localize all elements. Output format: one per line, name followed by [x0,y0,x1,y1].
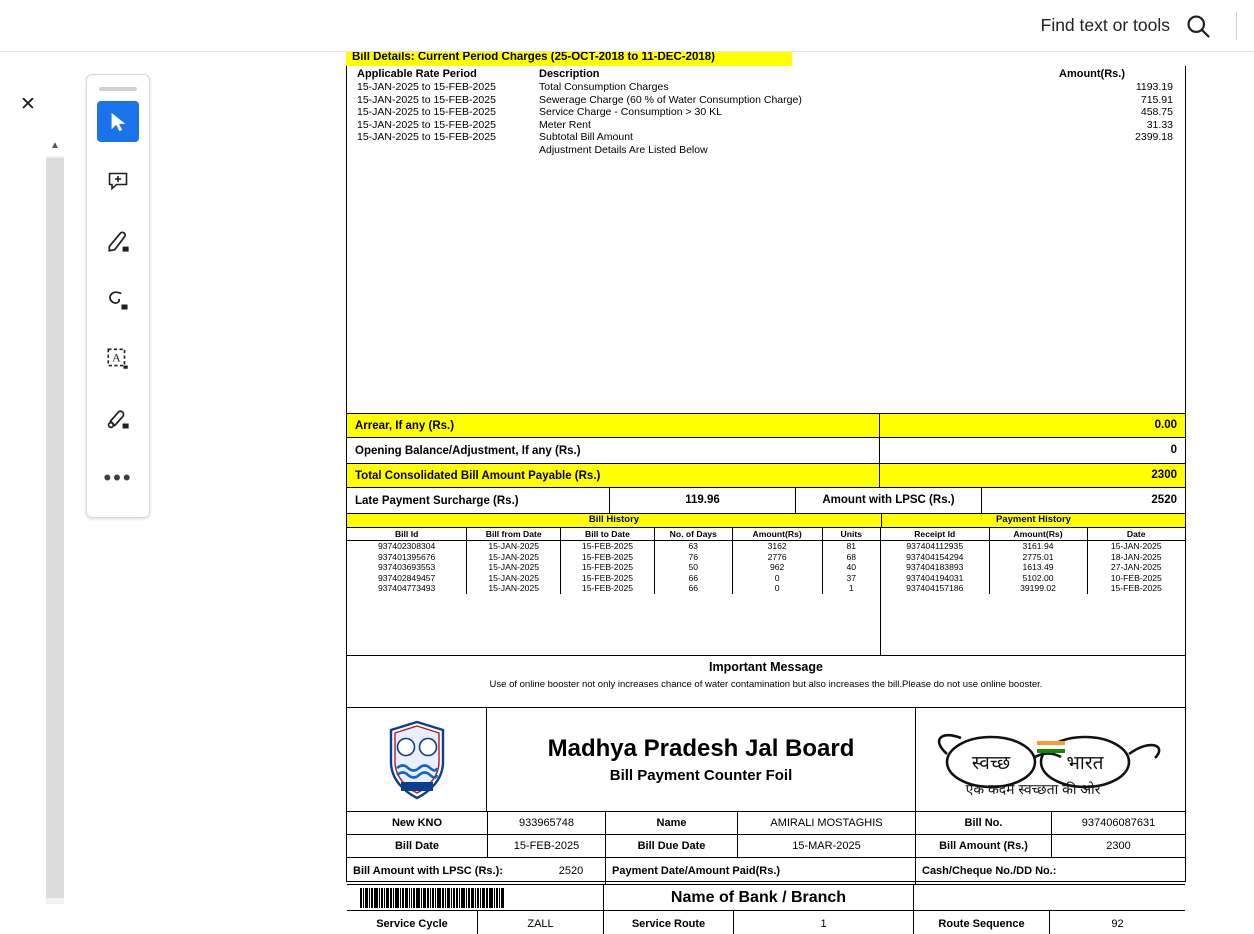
route-sequence-value: 92 [1049,911,1185,934]
bh-col-bill-id: Bill Id [347,528,467,541]
consolidated-amount-row [346,464,1186,488]
table-row [347,131,1185,144]
table-row [881,552,1185,563]
select-tool[interactable] [97,101,139,142]
arrear-label: Arrear, If any (Rs.) [355,419,455,432]
table-row [347,106,1185,119]
table-row [347,94,1185,107]
text-box-icon [105,346,131,372]
charges-header-description: Description [539,68,600,80]
arrear-row [346,414,1186,438]
bh-days: 76 [654,552,732,563]
history-title-row [346,514,1186,528]
counter-foil-title-block [487,708,915,811]
charge-period: 15-JAN-2025 to 15-FEB-2025 [357,106,496,119]
counter-foil-subtitle: Bill Payment Counter Foil [609,767,793,784]
bh-amount: 0 [732,573,822,584]
important-message-text: Use of online booster not only increases chance of water contamination but also increases the bill.Please do not use online booster. [489,679,1043,690]
name-value: AMIRALI MOSTAGHIS [737,812,915,834]
new-kno-value: 933965748 [487,812,605,834]
service-cycle-value: ZALL [477,911,603,934]
bh-to-date: 15-FEB-2025 [561,573,655,584]
bh-from-date: 15-JAN-2025 [467,583,561,594]
charges-header-amount: Amount(Rs.) [1059,68,1125,80]
table-row [881,583,1185,594]
marker-icon [105,228,131,254]
bh-units: 81 [822,541,880,552]
ph-amount: 3161.94 [989,541,1087,552]
charges-section [346,66,1186,414]
bill-due-date-value: 15-MAR-2025 [737,835,915,857]
barcode [347,885,603,910]
bh-amount: 3162 [732,541,822,552]
name-label: Name [605,812,737,834]
counter-foil-section [346,708,1186,930]
bh-units: 1 [822,583,880,594]
ph-receipt-id: 937404194031 [906,572,964,583]
payment-date-amount-label: Payment Date/Amount Paid(Rs.) [605,858,915,884]
consolidated-value: 2300 [879,464,1185,487]
charge-description: Total Consumption Charges [539,81,669,93]
ph-amount: 39199.02 [989,583,1087,594]
foil-row-lpsc [347,858,1185,885]
bill-amount-value: 2300 [1051,835,1185,857]
svg-text:एक कदम स्वच्छता की ओर: एक कदम स्वच्छता की ओर [965,780,1100,796]
new-kno-label: New KNO [391,817,443,829]
ph-amount: 5102.00 [989,573,1087,584]
foil-row-dates [347,835,1185,858]
table-row [347,573,880,584]
bh-amount: 2776 [732,552,822,563]
ph-receipt-id: 937404154294 [906,551,964,562]
table-row [347,541,880,552]
bh-col-to-date: Bill to Date [561,528,655,541]
payment-history-header-row [881,528,1185,541]
charge-period: 15-JAN-2025 to 15-FEB-2025 [357,118,496,131]
add-comment-tool[interactable] [97,160,139,201]
bill-due-date-label: Bill Due Date [605,835,737,857]
charge-amount: 458.75 [1140,106,1173,119]
ink-drop-icon [105,406,131,432]
history-tables [346,528,1186,656]
bh-units: 40 [822,562,880,573]
swachh-bharat-logo [915,708,1185,811]
bh-days: 50 [654,562,732,573]
payment-history-table [881,528,1185,655]
freehand-draw-tool[interactable] [97,279,139,320]
bh-to-date: 15-FEB-2025 [561,583,655,594]
spectacles-icon [925,724,1177,796]
ph-date: 18-JAN-2025 [1087,552,1185,563]
table-row [881,562,1185,573]
bill-amount-label: Bill Amount (Rs.) [915,835,1051,857]
bh-from-date: 15-JAN-2025 [467,562,561,573]
charge-period: 15-JAN-2025 to 15-FEB-2025 [357,131,496,144]
toolbar-divider [1236,12,1237,40]
ph-receipt-id: 937404183893 [906,562,964,572]
cash-cheque-label: Cash/Cheque No./DD No.: [915,858,1185,884]
bh-to-date: 15-FEB-2025 [561,562,655,573]
bill-date-label: Bill Date [394,840,439,852]
bh-bill-id: 937402308304 [377,541,436,551]
lasso-icon [105,287,131,313]
svg-text:स्वच्छ: स्वच्छ [971,752,1010,774]
bh-days: 66 [654,573,732,584]
charge-amount: 2399.18 [1135,131,1173,144]
charge-period [347,144,539,157]
bh-col-from-date: Bill from Date [467,528,561,541]
bh-col-amount: Amount(Rs) [732,528,822,541]
bill-date-value: 15-FEB-2025 [487,835,605,857]
important-message-section [346,656,1186,708]
service-route-label: Service Route [603,911,733,934]
important-message-title: Important Message [709,660,823,674]
ph-receipt-id: 937404112935 [906,541,964,551]
foil-amount-with-lpsc-label: Bill Amount with LPSC (Rs.): [353,865,503,877]
opening-balance-value: 0 [879,438,1185,463]
bill-history-title: Bill History [588,514,640,525]
opening-balance-label: Opening Balance/Adjustment, If any (Rs.) [355,444,581,457]
charge-description: Meter Rent [539,118,591,131]
ph-col-receipt-id: Receipt Id [881,528,989,541]
ph-date: 15-JAN-2025 [1087,541,1185,552]
amount-with-lpsc-value: 2520 [981,488,1185,513]
ph-amount: 1613.49 [989,562,1087,573]
foil-row-service [347,911,1185,934]
ph-date: 27-JAN-2025 [1087,562,1185,573]
more-tools[interactable] [97,458,139,499]
bill-document [346,52,1186,930]
bill-no-value: 937406087631 [1051,812,1185,834]
svg-text:A: A [112,351,121,366]
charges-header-period: Applicable Rate Period [357,68,477,80]
foil-row-barcode [347,885,1185,911]
bh-bill-id: 937401395676 [377,551,436,562]
charge-amount [1059,144,1185,157]
close-icon[interactable]: ✕ [20,93,36,115]
annotation-toolbar [86,74,150,518]
table-row [881,573,1185,584]
payment-history-title: Payment History [881,514,1185,527]
comment-plus-icon [106,169,130,193]
scrollbar-thumb[interactable] [46,158,64,898]
bh-units: 37 [822,573,880,584]
charge-description: Sewerage Charge (60 % of Water Consumption Charge) [539,93,802,106]
pdf-viewer-toolbar [0,0,1254,52]
charge-period: 15-JAN-2025 to 15-FEB-2025 [357,81,496,93]
bh-col-days: No. of Days [654,528,732,541]
find-tools-label: Find text or tools [1040,15,1170,35]
bill-history-table [347,528,881,655]
bh-from-date: 15-JAN-2025 [467,573,561,584]
bh-days: 63 [654,541,732,552]
table-row [347,562,880,573]
foil-row-kno [347,812,1185,835]
lpsc-label: Late Payment Surcharge (Rs.) [355,494,519,507]
toolbar-drag-handle[interactable] [99,87,137,91]
lpsc-row [346,488,1186,514]
charge-amount: 1193.19 [1135,81,1173,93]
table-row [881,541,1185,552]
charge-description: Subtotal Bill Amount [539,131,633,144]
bh-bill-id: 937403693553 [377,562,436,572]
jal-board-logo [347,708,487,811]
bh-days: 66 [654,583,732,594]
charges-table [347,66,1185,157]
page-scrollbar[interactable] [44,134,66,904]
ellipsis-icon: ••• [103,465,133,491]
table-row [347,81,1185,94]
bank-branch-value [913,885,1183,910]
ph-col-date: Date [1087,528,1185,541]
charge-description: Service Charge - Consumption > 30 KL [539,106,722,119]
table-row [347,119,1185,132]
table-row [347,144,1185,157]
text-select-tool[interactable] [97,339,139,380]
charge-amount: 31.33 [1146,118,1173,131]
fill-color-tool[interactable] [97,398,139,439]
foil-amount-with-lpsc-value: 2520 [558,865,584,877]
service-route-value: 1 [733,911,913,934]
route-sequence-label: Route Sequence [913,911,1049,934]
lpsc-value: 119.96 [609,488,795,513]
svg-text:भारत: भारत [1066,752,1103,774]
bh-col-units: Units [822,528,880,541]
bh-units: 68 [822,552,880,563]
ph-date: 15-FEB-2025 [1087,583,1185,594]
ph-date: 10-FEB-2025 [1087,573,1185,584]
service-cycle-label: Service Cycle [376,917,448,930]
charge-period: 15-JAN-2025 to 15-FEB-2025 [357,93,496,106]
bh-bill-id: 937404773493 [377,583,436,593]
ph-amount: 2775.01 [989,552,1087,563]
scroll-up-icon[interactable]: ▲ [50,139,60,151]
bill-no-label: Bill No. [915,812,1051,834]
table-row [347,552,880,563]
find-text-or-tools[interactable] [1041,12,1212,40]
charge-amount: 715.91 [1140,93,1173,106]
counter-foil-header [347,708,1185,812]
table-row [347,583,880,594]
bank-branch-label: Name of Bank / Branch [603,885,913,910]
bh-from-date: 15-JAN-2025 [467,552,561,563]
search-icon[interactable] [1184,12,1212,40]
bill-details-header: Bill Details: Current Period Charges (25-OCT-2018 to 11-DEC-2018) [346,52,792,66]
bh-amount: 962 [732,562,822,573]
bh-from-date: 15-JAN-2025 [467,541,561,552]
bh-bill-id: 937402849457 [377,572,436,583]
bh-to-date: 15-FEB-2025 [561,541,655,552]
bh-amount: 0 [732,583,822,594]
charges-header-row [347,66,1185,81]
emblem-icon [379,716,455,804]
ph-receipt-id: 937404157186 [906,583,964,593]
charge-description: Adjustment Details Are Listed Below [539,143,708,156]
bh-to-date: 15-FEB-2025 [561,552,655,563]
opening-balance-row [346,438,1186,464]
barcode-image [360,888,590,908]
bill-history-header-row [347,528,880,541]
ph-col-amount: Amount(Rs) [989,528,1087,541]
cursor-icon [107,111,129,133]
arrear-value: 0.00 [879,414,1185,437]
board-name: Madhya Pradesh Jal Board [547,735,855,762]
highlight-tool[interactable] [97,220,139,261]
amount-with-lpsc-label: Amount with LPSC (Rs.) [795,488,981,513]
consolidated-label: Total Consolidated Bill Amount Payable (Rs.) [355,469,601,482]
